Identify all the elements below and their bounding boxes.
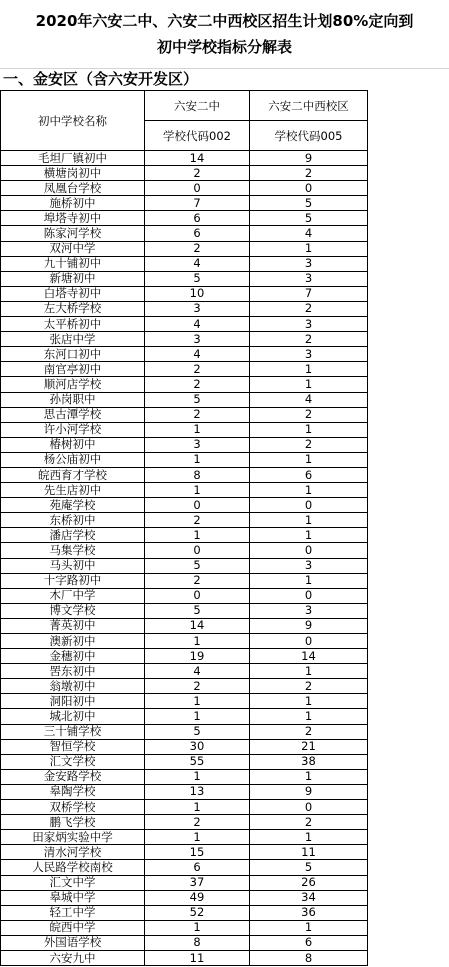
school-name-cell: 轻工中学 [1, 905, 145, 920]
quota-b-cell: 2 [250, 407, 368, 422]
quota-a-cell: 2 [145, 241, 250, 256]
table-row [1, 890, 368, 905]
quota-a-cell: 37 [145, 875, 250, 890]
header-school-name: 初中学校名称 [1, 91, 145, 151]
school-name-cell: 六安九中 [1, 950, 145, 965]
quota-a-cell: 4 [145, 256, 250, 271]
school-name-cell: 木厂中学 [1, 588, 145, 603]
quota-b-cell: 0 [250, 543, 368, 558]
quota-a-cell: 0 [145, 181, 250, 196]
table-row [1, 950, 368, 965]
table-row [1, 830, 368, 845]
quota-a-cell: 0 [145, 543, 250, 558]
quota-a-cell: 1 [145, 920, 250, 935]
quota-b-cell: 0 [250, 634, 368, 649]
quota-a-cell: 1 [145, 800, 250, 815]
quota-a-cell: 2 [145, 362, 250, 377]
table-row [1, 467, 368, 482]
school-name-cell: 皋城中学 [1, 890, 145, 905]
school-name-cell: 罟东初中 [1, 664, 145, 679]
quota-b-cell: 2 [250, 724, 368, 739]
table-row [1, 603, 368, 618]
table-row [1, 256, 368, 271]
quota-b-cell: 11 [250, 845, 368, 860]
school-name-cell: 顺河店学校 [1, 377, 145, 392]
quota-a-cell: 14 [145, 618, 250, 633]
quota-a-cell: 8 [145, 467, 250, 482]
sheet-title [0, 0, 449, 69]
school-name-cell: 澳新初中 [1, 634, 145, 649]
quota-b-cell: 1 [250, 664, 368, 679]
quota-b-cell: 6 [250, 467, 368, 482]
school-name-cell: 翁墩初中 [1, 679, 145, 694]
title-line-1: 2020年六安二中、六安二中西校区招生计划80%定向到 [35, 12, 414, 30]
table-row [1, 634, 368, 649]
quota-b-cell: 1 [250, 422, 368, 437]
table-row [1, 800, 368, 815]
quota-b-cell: 1 [250, 362, 368, 377]
quota-a-cell: 8 [145, 935, 250, 950]
table-row [1, 181, 368, 196]
school-name-cell: 毛坦厂镇初中 [1, 151, 145, 166]
quota-b-cell: 4 [250, 226, 368, 241]
quota-a-cell: 2 [145, 377, 250, 392]
quota-b-cell: 9 [250, 618, 368, 633]
empty-grid-area [367, 68, 449, 967]
table-row [1, 588, 368, 603]
school-name-cell: 十字路初中 [1, 573, 145, 588]
school-name-cell: 孙岗职中 [1, 392, 145, 407]
school-name-cell: 东桥初中 [1, 513, 145, 528]
school-name-cell: 苑庵学校 [1, 498, 145, 513]
table-row [1, 754, 368, 769]
table-row [1, 166, 368, 181]
title-line-2: 初中学校指标分解表 [156, 38, 292, 56]
quota-a-cell: 1 [145, 452, 250, 467]
table-row [1, 392, 368, 407]
quota-b-cell: 26 [250, 875, 368, 890]
school-name-cell: 白塔寺初中 [1, 286, 145, 301]
quota-a-cell: 0 [145, 588, 250, 603]
quota-b-cell: 1 [250, 830, 368, 845]
quota-a-cell: 3 [145, 301, 250, 316]
quota-b-cell: 5 [250, 211, 368, 226]
table-row [1, 151, 368, 166]
table-body [1, 151, 368, 966]
school-name-cell: 凤凰台学校 [1, 181, 145, 196]
quota-b-cell: 3 [250, 317, 368, 332]
table-row [1, 784, 368, 799]
quota-b-cell: 1 [250, 709, 368, 724]
quota-b-cell: 0 [250, 181, 368, 196]
table-row [1, 286, 368, 301]
quota-a-cell: 2 [145, 407, 250, 422]
table-row [1, 920, 368, 935]
table-row [1, 709, 368, 724]
quota-b-cell: 3 [250, 347, 368, 362]
quota-b-cell: 2 [250, 437, 368, 452]
header-code-a: 学校代码002 [145, 121, 250, 151]
quota-a-cell: 5 [145, 271, 250, 286]
table-row [1, 815, 368, 830]
school-name-cell: 皖西育才学校 [1, 467, 145, 482]
school-name-cell: 马集学校 [1, 543, 145, 558]
quota-b-cell: 3 [250, 256, 368, 271]
quota-a-cell: 2 [145, 815, 250, 830]
quota-a-cell: 4 [145, 347, 250, 362]
table-row [1, 845, 368, 860]
table-row [1, 362, 368, 377]
table-row [1, 483, 368, 498]
table-row [1, 573, 368, 588]
school-name-cell: 新塘初中 [1, 271, 145, 286]
table-row [1, 649, 368, 664]
table-row [1, 332, 368, 347]
table-row [1, 513, 368, 528]
table-row [1, 452, 368, 467]
quota-b-cell: 1 [250, 573, 368, 588]
table-row [1, 694, 368, 709]
school-name-cell: 洞阳初中 [1, 694, 145, 709]
school-name-cell: 埠塔寺初中 [1, 211, 145, 226]
quota-a-cell: 14 [145, 151, 250, 166]
quota-b-cell: 8 [250, 950, 368, 965]
school-name-cell: 菁英初中 [1, 618, 145, 633]
school-name-cell: 皖西中学 [1, 920, 145, 935]
table-row [1, 724, 368, 739]
school-name-cell: 智恒学校 [1, 739, 145, 754]
quota-b-cell: 4 [250, 392, 368, 407]
table-row [1, 875, 368, 890]
quota-b-cell: 3 [250, 271, 368, 286]
quota-a-cell: 1 [145, 769, 250, 784]
table-row [1, 422, 368, 437]
school-name-cell: 皋陶学校 [1, 784, 145, 799]
school-name-cell: 田家炳实验中学 [1, 830, 145, 845]
quota-b-cell: 2 [250, 301, 368, 316]
school-name-cell: 九十铺初中 [1, 256, 145, 271]
school-name-cell: 人民路学校南校 [1, 860, 145, 875]
quota-b-cell: 14 [250, 649, 368, 664]
table-row [1, 905, 368, 920]
table-row [1, 558, 368, 573]
quota-a-cell: 49 [145, 890, 250, 905]
school-name-cell: 双河中学 [1, 241, 145, 256]
school-name-cell: 东河口初中 [1, 347, 145, 362]
school-name-cell: 清水河学校 [1, 845, 145, 860]
quota-a-cell: 7 [145, 196, 250, 211]
quota-b-cell: 9 [250, 784, 368, 799]
quota-a-cell: 1 [145, 528, 250, 543]
school-name-cell: 横塘岗初中 [1, 166, 145, 181]
table-row [1, 211, 368, 226]
quota-a-cell: 4 [145, 317, 250, 332]
quota-b-cell: 7 [250, 286, 368, 301]
quota-b-cell: 34 [250, 890, 368, 905]
quota-b-cell: 2 [250, 679, 368, 694]
table-row [1, 271, 368, 286]
school-name-cell: 汇文学校 [1, 754, 145, 769]
quota-a-cell: 2 [145, 166, 250, 181]
quota-b-cell: 2 [250, 166, 368, 181]
quota-b-cell: 0 [250, 800, 368, 815]
quota-b-cell: 6 [250, 935, 368, 950]
school-name-cell: 金穗初中 [1, 649, 145, 664]
quota-a-cell: 5 [145, 603, 250, 618]
quota-a-cell: 1 [145, 483, 250, 498]
quota-a-cell: 15 [145, 845, 250, 860]
school-name-cell: 马头初中 [1, 558, 145, 573]
quota-a-cell: 19 [145, 649, 250, 664]
table-row [1, 196, 368, 211]
quota-a-cell: 2 [145, 573, 250, 588]
quota-b-cell: 0 [250, 588, 368, 603]
header-school-b: 六安二中西校区 [250, 91, 368, 121]
allocation-table [0, 90, 368, 966]
quota-b-cell: 1 [250, 513, 368, 528]
table-row [1, 226, 368, 241]
quota-b-cell: 1 [250, 920, 368, 935]
quota-a-cell: 13 [145, 784, 250, 799]
table-row [1, 241, 368, 256]
school-name-cell: 汇文中学 [1, 875, 145, 890]
school-name-cell: 金安路学校 [1, 769, 145, 784]
quota-a-cell: 6 [145, 226, 250, 241]
table-row [1, 769, 368, 784]
quota-a-cell: 4 [145, 664, 250, 679]
table-row [1, 860, 368, 875]
quota-b-cell: 0 [250, 498, 368, 513]
quota-b-cell: 1 [250, 483, 368, 498]
school-name-cell: 城北初中 [1, 709, 145, 724]
table-row [1, 528, 368, 543]
quota-b-cell: 36 [250, 905, 368, 920]
quota-a-cell: 55 [145, 754, 250, 769]
table-row [1, 347, 368, 362]
table-row [1, 437, 368, 452]
quota-b-cell: 9 [250, 151, 368, 166]
school-name-cell: 博文学校 [1, 603, 145, 618]
table-row [1, 618, 368, 633]
school-name-cell: 先生店初中 [1, 483, 145, 498]
quota-a-cell: 10 [145, 286, 250, 301]
quota-a-cell: 2 [145, 513, 250, 528]
quota-a-cell: 6 [145, 860, 250, 875]
quota-a-cell: 6 [145, 211, 250, 226]
table-row [1, 679, 368, 694]
quota-a-cell: 3 [145, 332, 250, 347]
quota-a-cell: 1 [145, 694, 250, 709]
school-name-cell: 杨公庙初中 [1, 452, 145, 467]
quota-b-cell: 5 [250, 196, 368, 211]
quota-b-cell: 3 [250, 603, 368, 618]
school-name-cell: 双桥学校 [1, 800, 145, 815]
quota-b-cell: 3 [250, 558, 368, 573]
quota-b-cell: 38 [250, 754, 368, 769]
school-name-cell: 陈家河学校 [1, 226, 145, 241]
school-name-cell: 外国语学校 [1, 935, 145, 950]
school-name-cell: 左大桥学校 [1, 301, 145, 316]
school-name-cell: 许小河学校 [1, 422, 145, 437]
table-row [1, 739, 368, 754]
quota-a-cell: 5 [145, 558, 250, 573]
quota-a-cell: 1 [145, 422, 250, 437]
quota-b-cell: 1 [250, 377, 368, 392]
quota-a-cell: 52 [145, 905, 250, 920]
header-school-a: 六安二中 [145, 91, 250, 121]
quota-b-cell: 1 [250, 694, 368, 709]
quota-b-cell: 21 [250, 739, 368, 754]
quota-b-cell: 1 [250, 241, 368, 256]
quota-b-cell: 5 [250, 860, 368, 875]
section-heading: 一、金安区（含六安开发区） [3, 70, 199, 88]
header-code-b: 学校代码005 [250, 121, 368, 151]
quota-b-cell: 2 [250, 815, 368, 830]
quota-a-cell: 11 [145, 950, 250, 965]
school-name-cell: 椿树初中 [1, 437, 145, 452]
quota-a-cell: 5 [145, 724, 250, 739]
quota-a-cell: 1 [145, 709, 250, 724]
quota-a-cell: 1 [145, 634, 250, 649]
quota-a-cell: 2 [145, 679, 250, 694]
quota-a-cell: 0 [145, 498, 250, 513]
quota-a-cell: 30 [145, 739, 250, 754]
quota-b-cell: 1 [250, 769, 368, 784]
table-row [1, 664, 368, 679]
school-name-cell: 三十铺学校 [1, 724, 145, 739]
table-row [1, 407, 368, 422]
school-name-cell: 张店中学 [1, 332, 145, 347]
quota-a-cell: 5 [145, 392, 250, 407]
school-name-cell: 南官亭初中 [1, 362, 145, 377]
school-name-cell: 潘店学校 [1, 528, 145, 543]
table-row [1, 498, 368, 513]
table-row [1, 301, 368, 316]
school-name-cell: 施桥初中 [1, 196, 145, 211]
quota-a-cell: 3 [145, 437, 250, 452]
school-name-cell: 太平桥初中 [1, 317, 145, 332]
quota-b-cell: 1 [250, 452, 368, 467]
quota-b-cell: 1 [250, 528, 368, 543]
school-name-cell: 思古潭学校 [1, 407, 145, 422]
quota-a-cell: 1 [145, 830, 250, 845]
table-row [1, 377, 368, 392]
table-row [1, 543, 368, 558]
quota-b-cell: 2 [250, 332, 368, 347]
table-row [1, 317, 368, 332]
table-row [1, 935, 368, 950]
school-name-cell: 鹏飞学校 [1, 815, 145, 830]
